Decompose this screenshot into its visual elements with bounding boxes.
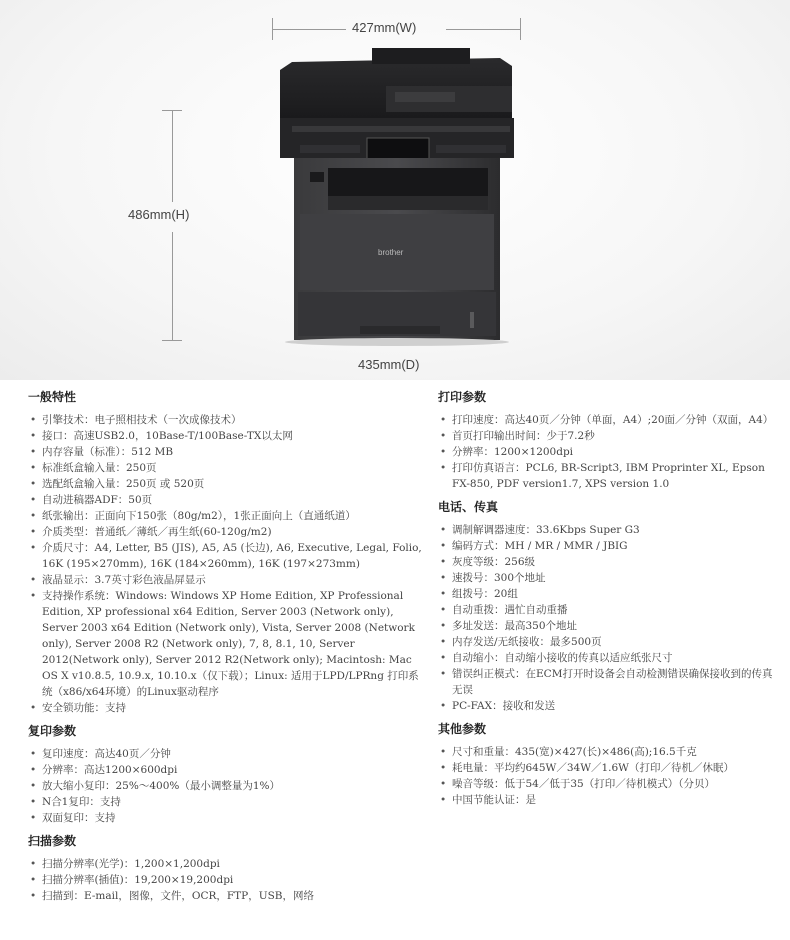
spec-item: • 多址发送：最高350个地址 — [438, 618, 773, 634]
product-hero — [0, 0, 790, 380]
spec-item: • 噪音等级：低于54／低于35（打印／待机模式）（分贝） — [438, 776, 773, 792]
spec-item: • N合1复印：支持 — [28, 794, 423, 810]
spec-list — [438, 522, 773, 714]
spec-item: • 双面复印：支持 — [28, 810, 423, 826]
spec-item: • 打印仿真语言：PCL6, BR-Script3, IBM Proprinter XL, Epson FX-850, PDF version1.7, XPS version 1.0 — [438, 460, 773, 492]
spec-item: • 复印速度：高达40页／分钟 — [28, 746, 423, 762]
depth-dimension: 435mm(D) — [358, 357, 420, 372]
spec-item: • 中国节能认证：是 — [438, 792, 773, 808]
spec-item: • 介质尺寸：A4, Letter, B5 (JIS), A5, A5 (长边), A6, Executive, Legal, Folio, 16K (195×270mm), 16K (184×260mm), 16K (197×273mm) — [28, 540, 423, 572]
spec-item: • 组拨号：20组 — [438, 586, 773, 602]
spec-item: • 编码方式：MH / MR / MMR / JBIG — [438, 538, 773, 554]
spec-item: • 选配纸盒输入量：250页 或 520页 — [28, 476, 423, 492]
section-title: 一般特性 — [28, 390, 77, 404]
spec-item: • 内存容量（标准）：512 MB — [28, 444, 423, 460]
section-title: 电话、传真 — [438, 500, 499, 514]
width-dimension: 427mm(W) — [352, 20, 417, 35]
section-title: 其他参数 — [438, 722, 487, 736]
spec-item: • 标准纸盒输入量：250页 — [28, 460, 423, 476]
spec-item: • 扫描到：E-mail，图像，文件，OCR，FTP，USB，网络 — [28, 888, 423, 904]
spec-item: • 介质类型：普通纸／薄纸／再生纸(60-120g/m2) — [28, 524, 423, 540]
spec-item: • 灰度等级：256级 — [438, 554, 773, 570]
spec-item: • 内存发送/无纸接收：最多500页 — [438, 634, 773, 650]
section-title: 复印参数 — [28, 724, 77, 738]
spec-list — [28, 856, 423, 904]
spec-list — [438, 744, 773, 808]
spec-item: • 自动缩小：自动缩小接收的传真以适应纸张尺寸 — [438, 650, 773, 666]
spec-item: • 错误纠正模式：在ECM打开时设备会自动检测错误确保接收到的传真无误 — [438, 666, 773, 698]
printer-image — [0, 0, 790, 380]
spec-item: • 分辨率：1200×1200dpi — [438, 444, 773, 460]
spec-item: • 安全锁功能：支持 — [28, 700, 423, 716]
spec-item: • 扫描分辨率(插值)：19,200×19,200dpi — [28, 872, 423, 888]
spec-item: • 自动重拨：遇忙自动重播 — [438, 602, 773, 618]
spec-item: • 扫描分辨率(光学)：1,200×1,200dpi — [28, 856, 423, 872]
spec-item: • 首页打印输出时间：少于7.2秒 — [438, 428, 773, 444]
specs-right-column — [438, 384, 773, 814]
spec-item: • 分辨率：高达1200×600dpi — [28, 762, 423, 778]
spec-item: • 自动进稿器ADF：50页 — [28, 492, 423, 508]
spec-item: • 速拨号：300个地址 — [438, 570, 773, 586]
spec-item: • PC-FAX：接收和发送 — [438, 698, 773, 714]
spec-item: • 支持操作系统：Windows: Windows XP Home Edition, XP Professional Edition, XP professional x64 Edition, Server 2003 (Network only), Server 2003 x64 Edition (Network only), Vista, Server 2008 (Network only), Server 2008 R2 (Network only), 7, 8, 8.1, 10, Server 2012(Network only), Server 2012 R2(Network only); Macintosh: Mac OS X v10.8.5, 10.9.x, 10.10.x（仅下载）；Linux: 适用于LPD/LPRng 打印系统（x86/x64环境）的Linux驱动程序 — [28, 588, 423, 700]
spec-item: • 引擎技术：电子照相技术（一次成像技术） — [28, 412, 423, 428]
height-dimension: 486mm(H) — [128, 207, 190, 222]
spec-item: • 耗电量：平均约645W／34W／1.6W（打印／待机／休眠） — [438, 760, 773, 776]
spec-item: • 放大缩小复印：25%～400%（最小调整量为1%） — [28, 778, 423, 794]
spec-list — [28, 412, 423, 716]
spec-item: • 调制解调器速度：33.6Kbps Super G3 — [438, 522, 773, 538]
spec-list — [28, 746, 423, 826]
specs-left-column — [28, 384, 423, 910]
spec-item: • 打印速度：高达40页／分钟（单面，A4）;20面／分钟（双面，A4） — [438, 412, 773, 428]
spec-item: • 尺寸和重量：435(宽)×427(长)×486(高);16.5千克 — [438, 744, 773, 760]
section-title: 扫描参数 — [28, 834, 77, 848]
spec-list — [438, 412, 773, 492]
spec-item: • 纸张输出：正面向下150张（80g/m2），1张正面向上（直通纸道） — [28, 508, 423, 524]
spec-item: • 接口：高速USB2.0，10Base-T/100Base-TX以太网 — [28, 428, 423, 444]
spec-item: • 液晶显示：3.7英寸彩色液晶屏显示 — [28, 572, 423, 588]
section-title: 打印参数 — [438, 390, 487, 404]
brand-logo: brother — [378, 248, 404, 257]
